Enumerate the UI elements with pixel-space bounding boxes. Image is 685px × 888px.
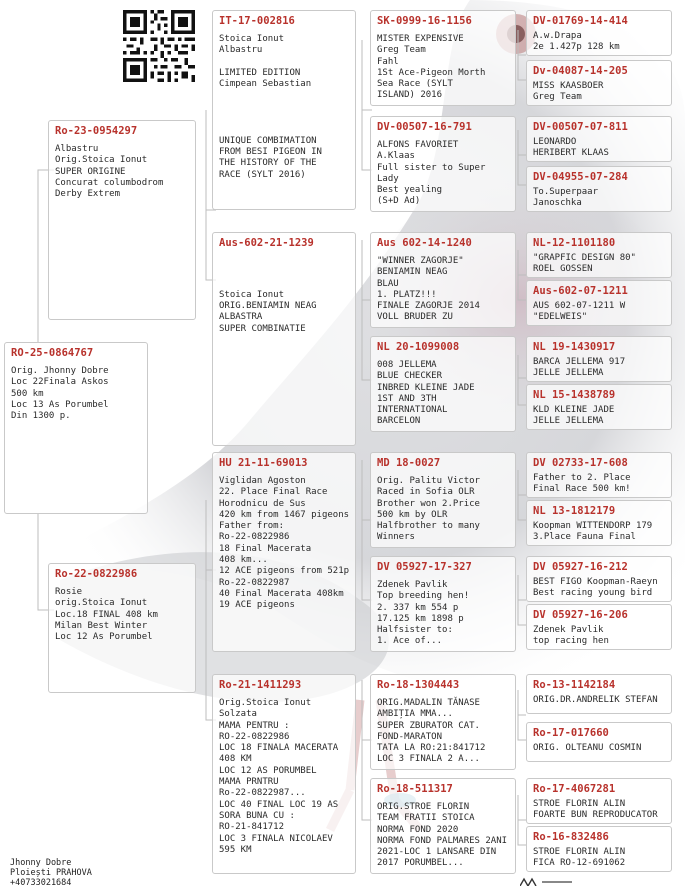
details: [533, 799, 665, 822]
detail-line: ORIG.BENIAMIN NEAG: [219, 301, 317, 312]
qr-code-icon: [123, 10, 195, 82]
detail-line: INBRED KLEINE JADE: [377, 382, 475, 393]
detail-line: 1. PLATZ!!!: [377, 289, 437, 300]
detail-line: STROE FLORIN ALIN: [533, 799, 626, 809]
detail-line: BARCELON: [377, 416, 421, 427]
detail-line: Derby Extrem: [55, 189, 121, 200]
grandparent-details: [219, 698, 349, 856]
ring-number: RO-25-0864767: [11, 347, 94, 359]
detail-line: [219, 279, 349, 290]
details: [377, 256, 509, 324]
detail-line: Orig.Stoica Ionut: [55, 155, 148, 166]
detail-line: ALBASTRA: [219, 312, 263, 323]
detail-line: 1ST AND 3TH: [377, 393, 437, 404]
sire-details: [55, 144, 189, 200]
breeder-city: Ploiești PRAHOVA: [10, 868, 92, 878]
detail-line: 1. Ace of...: [377, 636, 443, 647]
ring-number: Ro-13-1142184: [533, 679, 616, 691]
great-grandparent-card: [370, 556, 516, 652]
detail-line: BEST FIGO Koopman-Raeyn: [533, 577, 658, 587]
detail-line: Loc 22Finala Askos: [11, 377, 109, 388]
details: [377, 140, 509, 208]
breeder-name: Jhonny Dobre: [10, 858, 72, 868]
detail-line: 2e 1.427p 128 km: [533, 42, 620, 53]
detail-line: BLAU: [377, 278, 399, 289]
detail-line: Best yealing: [377, 185, 443, 196]
great-grandparent-card: [370, 778, 516, 874]
detail-line: Janoschka: [533, 198, 582, 209]
detail-line: Solzata: [219, 709, 257, 720]
detail-line: 500 km: [11, 388, 44, 399]
detail-line: 1St Ace-Pigeon Morth: [377, 67, 486, 78]
ring-number: Ro-23-0954297: [55, 125, 138, 137]
detail-line: 408 KM: [219, 754, 252, 765]
detail-line: top racing hen: [533, 636, 609, 647]
detail-line: Koopman WITTENDORP 179: [533, 521, 653, 531]
great-grandparent-card: [370, 674, 516, 770]
grandparent-details: [219, 34, 349, 181]
details: [533, 357, 665, 380]
ancestor-card: [526, 10, 672, 56]
detail-line: Ro-22-0822986: [219, 532, 290, 543]
ring-number: DV-01769-14-414: [533, 15, 628, 27]
ancestor-card: [526, 556, 672, 602]
detail-line: 22. Place Final Race: [219, 487, 328, 498]
detail-line: Viglidan Agoston: [219, 476, 306, 486]
great-grandparent-card: [370, 452, 516, 548]
detail-line: 595 KM: [219, 844, 252, 855]
ring-number: NL 20-1099008: [377, 341, 460, 353]
ring-number: Ro-22-0822986: [55, 568, 138, 580]
ring-number: DV-00507-16-791: [377, 121, 472, 133]
details: [533, 31, 665, 54]
ring-number: SK-0999-16-1156: [377, 15, 472, 27]
detail-line: [219, 124, 349, 135]
detail-line: 19 ACE pigeons: [219, 600, 295, 611]
details: [533, 577, 665, 600]
detail-line: Rosie: [55, 587, 83, 597]
ring-number: MD 18-0027: [377, 457, 441, 469]
detail-line: LOC 18 FINALA MACERATA: [219, 743, 339, 754]
ancestor-card: [526, 166, 672, 212]
detail-line: SUPER ORIGINE: [55, 166, 126, 177]
ring-number: Ro-17-4067281: [533, 783, 616, 795]
details: [377, 476, 509, 544]
detail-line: ALFONS FAVORIET: [377, 140, 459, 150]
detail-line: Ro-22-0822987...: [219, 788, 306, 799]
ancestor-card: [526, 336, 672, 382]
ring-number: NL 19-1430917: [533, 341, 616, 353]
detail-line: LOC 3 FINALA NICOLAEV: [219, 833, 333, 844]
subject-card: [4, 342, 148, 514]
detail-line: Horodnicu de Sus: [219, 498, 306, 509]
breeder-contact: [10, 858, 92, 888]
detail-line: Zdenek Pavlik: [533, 625, 604, 635]
detail-line: Ro-22-0822987: [219, 577, 290, 588]
grandparent-details: [219, 476, 349, 612]
details: [533, 81, 665, 104]
details: [533, 625, 665, 648]
details: [533, 473, 665, 496]
detail-line: KLD KLEINE JADE: [533, 405, 615, 415]
detail-line: MISS KAASBOER: [533, 81, 604, 91]
detail-line: MAMA PRNTRU: [219, 777, 279, 788]
detail-line: Din 1300 p.: [11, 411, 71, 422]
ring-number: DV-04955-07-284: [533, 171, 628, 183]
detail-line: LOC 40 FINAL LOC 19 AS: [219, 799, 339, 810]
ancestor-card: [526, 116, 672, 162]
detail-line: A.Klaas: [377, 151, 415, 162]
detail-line: Greg Team: [533, 92, 582, 103]
detail-line: Brother won 2.Price: [377, 498, 480, 509]
ancestor-card: [526, 452, 672, 498]
detail-line: Albastru: [219, 45, 263, 56]
ring-number: NL-12-1101180: [533, 237, 616, 249]
detail-line: Best racing young bird: [533, 588, 653, 599]
detail-line: NORMA FOND PALMARES 2ANI: [377, 835, 508, 846]
great-grandparent-card: [370, 116, 516, 212]
detail-line: A.w.Drapa: [533, 31, 582, 41]
detail-line: orig.Stoica Ionut: [55, 598, 148, 609]
dam-card: [48, 563, 196, 693]
ring-number: DV 02733-17-608: [533, 457, 628, 469]
detail-line: LEONARDO: [533, 137, 577, 147]
details: [533, 743, 665, 754]
detail-line: Greg Team: [377, 45, 426, 56]
detail-line: Father to 2. Place: [533, 473, 631, 483]
detail-line: Concurat columbodrom: [55, 177, 164, 188]
grandparent-card: [212, 452, 356, 652]
detail-line: SUPER COMBINATIE: [219, 323, 306, 334]
details: [533, 521, 665, 544]
ring-number: NL 15-1438789: [533, 389, 616, 401]
detail-line: LOC 3 FINALA 2 A...: [377, 754, 480, 765]
ring-number: NL 13-1812179: [533, 505, 616, 517]
ring-number: Ro-18-511317: [377, 783, 453, 795]
grandparent-details: [219, 256, 349, 335]
detail-line: MAMA PENTRU :: [219, 720, 290, 731]
detail-line: [219, 113, 349, 124]
details: [377, 360, 509, 428]
ring-number: Ro-16-832486: [533, 831, 609, 843]
detail-line: TATA LA RO:21:841712: [377, 743, 486, 754]
detail-line: BLUE CHECKER: [377, 371, 443, 382]
ancestor-card: [526, 280, 672, 326]
detail-line: "EDELWEIS": [533, 312, 588, 323]
details: [533, 847, 665, 870]
detail-line: [219, 57, 349, 68]
detail-line: (S+D Ad): [377, 196, 421, 207]
detail-line: JELLE JELLEMA: [533, 368, 604, 379]
detail-line: 18 Final Macerata: [219, 543, 312, 554]
detail-line: Fahl: [377, 56, 399, 67]
detail-line: 17.125 km 1898 p: [377, 613, 464, 624]
detail-line: Full sister to Super: [377, 162, 486, 173]
detail-line: THE HISTORY OF THE: [219, 158, 317, 169]
ancestor-card: [526, 604, 672, 650]
grandparent-card: [212, 10, 356, 210]
detail-line: AUS 602-07-1211 W: [533, 301, 626, 311]
detail-line: HERIBERT KLAAS: [533, 148, 609, 159]
ring-number: DV 05927-17-327: [377, 561, 472, 573]
detail-line: 2017 PORUMBEL...: [377, 858, 464, 869]
ring-number: Aus 602-14-1240: [377, 237, 472, 249]
detail-line: Zdenek Pavlik: [377, 580, 448, 590]
dam-details: [55, 587, 189, 643]
detail-line: Lady: [377, 173, 399, 184]
detail-line: NORMA FOND 2020: [377, 824, 459, 835]
detail-line: FOND-MARATON: [377, 731, 443, 742]
detail-line: LOC 12 AS PORUMBEL: [219, 765, 317, 776]
ring-number: Aus-602-07-1211: [533, 285, 628, 297]
details: [377, 34, 509, 102]
grandparent-card: [212, 232, 356, 446]
detail-line: [219, 102, 349, 113]
detail-line: RACE (SYLT 2016): [219, 169, 306, 180]
detail-line: RO-21-841712: [219, 822, 285, 833]
detail-line: ORIG. OLTEANU COSMIN: [533, 743, 642, 753]
detail-line: UNIQUE COMBIMATION: [219, 135, 317, 146]
sire-card: [48, 120, 196, 320]
great-grandparent-card: [370, 10, 516, 106]
details: [533, 695, 665, 706]
detail-line: Sea Race (SYLT: [377, 79, 453, 90]
detail-line: JELLE JELLEMA: [533, 416, 604, 427]
detail-line: Top breeding hen!: [377, 591, 470, 602]
detail-line: Stoica Ionut: [219, 289, 285, 300]
ancestor-card: [526, 826, 672, 872]
detail-line: FICA RO-12-691062: [533, 858, 626, 869]
ring-number: Ro-17-017660: [533, 727, 609, 739]
detail-line: 40 Final Macerata 408km: [219, 588, 344, 599]
details: [533, 137, 665, 160]
great-grandparent-card: [370, 336, 516, 432]
detail-line: Loc 12 As Porumbel: [55, 632, 153, 643]
ring-number: HU 21-11-69013: [219, 457, 308, 469]
detail-line: SUPER ZBURATOR CAT.: [377, 720, 480, 731]
logo-mark-icon: [520, 877, 580, 886]
detail-line: INTERNATIONAL: [377, 405, 448, 416]
great-grandparent-card: [370, 232, 516, 328]
detail-line: FROM BESI PIGEON IN: [219, 146, 322, 157]
ancestor-card: [526, 500, 672, 546]
detail-line: Final Race 500 km!: [533, 484, 631, 495]
detail-line: ISLAND) 2016: [377, 90, 443, 101]
subject-details: [11, 366, 141, 422]
detail-line: 408 km...: [219, 555, 268, 566]
ring-number: DV-00507-07-811: [533, 121, 628, 133]
grandparent-card: [212, 674, 356, 874]
detail-line: Cimpean Sebastian: [219, 79, 312, 90]
detail-line: SORA BUNA CU :: [219, 810, 295, 821]
detail-line: Loc 13 As Porumbel: [11, 399, 109, 410]
detail-line: TEAM FRATII STOICA: [377, 813, 475, 824]
details: [533, 301, 665, 324]
detail-line: BARCA JELLEMA 917: [533, 357, 626, 367]
detail-line: STROE FLORIN ALIN: [533, 847, 626, 857]
detail-line: Milan Best Winter: [55, 620, 148, 631]
ring-number: IT-17-002816: [219, 15, 295, 27]
ring-number: Aus-602-21-1239: [219, 237, 314, 249]
detail-line: Raced in Sofia OLR: [377, 487, 475, 498]
detail-line: Loc.18 FINAL 408 km: [55, 609, 158, 620]
ring-number: DV 05927-16-206: [533, 609, 628, 621]
ancestor-card: [526, 722, 672, 762]
detail-line: MISTER EXPENSIVE: [377, 34, 464, 44]
details: [533, 187, 665, 210]
detail-line: FINALE ZAGORJE 2014: [377, 301, 480, 312]
detail-line: Halfbrother to many: [377, 521, 480, 532]
details: [377, 802, 509, 870]
ancestor-card: [526, 674, 672, 714]
detail-line: 3.Place Fauna Final: [533, 532, 636, 543]
detail-line: ORIG.DR.ANDRELIK STEFAN: [533, 695, 658, 705]
detail-line: Orig.Stoica Ionut: [219, 698, 312, 708]
details: [377, 698, 509, 766]
breeder-phone: +40733021684: [10, 878, 72, 888]
detail-line: "WINNER ZAGORJE": [377, 256, 464, 266]
detail-line: Orig. Palitu Victor: [377, 476, 480, 486]
ancestor-card: [526, 384, 672, 430]
ring-number: Ro-18-1304443: [377, 679, 460, 691]
detail-line: Winners: [377, 532, 415, 543]
detail-line: Father from:: [219, 521, 285, 532]
detail-line: 008 JELLEMA: [377, 360, 437, 370]
details: [533, 253, 665, 276]
detail-line: Albastru: [55, 144, 99, 154]
detail-line: ORIG.STROE FLORIN: [377, 802, 470, 812]
detail-line: ORIG.MADALIN TĂNASE: [377, 698, 480, 708]
detail-line: [219, 256, 349, 267]
detail-line: VOLL BRUDER ZU: [377, 312, 453, 323]
ancestor-card: [526, 60, 672, 106]
detail-line: BENIAMIN NEAG: [377, 267, 448, 278]
ring-number: Ro-21-1411293: [219, 679, 302, 691]
detail-line: AMBIȚIA MMA...: [377, 709, 453, 720]
ancestor-card: [526, 778, 672, 824]
ring-number: DV 05927-16-212: [533, 561, 628, 573]
detail-line: 420 km from 1467 pigeons: [219, 509, 350, 520]
detail-line: [219, 90, 349, 101]
detail-line: FOARTE BUN REPRODUCATOR: [533, 810, 658, 821]
detail-line: Orig. Jhonny Dobre: [11, 366, 109, 376]
ancestor-card: [526, 232, 672, 278]
ring-number: Dv-04087-14-205: [533, 65, 628, 77]
detail-line: 2021-LOC 1 LANSARE DIN: [377, 847, 497, 858]
detail-line: [219, 267, 349, 278]
details: [377, 580, 509, 648]
details: [533, 405, 665, 428]
detail-line: ROEL GOSSEN: [533, 264, 593, 275]
detail-line: 2. 337 km 554 p: [377, 602, 459, 613]
detail-line: LIMITED EDITION: [219, 67, 301, 78]
detail-line: 500 km by OLR: [377, 509, 448, 520]
detail-line: "GRAPFIC DESIGN 80": [533, 253, 636, 263]
detail-line: To.Superpaar: [533, 187, 599, 197]
detail-line: Halfsister to:: [377, 625, 453, 636]
detail-line: 12 ACE pigeons from 521p: [219, 566, 350, 577]
detail-line: RO-22-0822986: [219, 731, 290, 742]
detail-line: Stoica Ionut: [219, 34, 285, 44]
